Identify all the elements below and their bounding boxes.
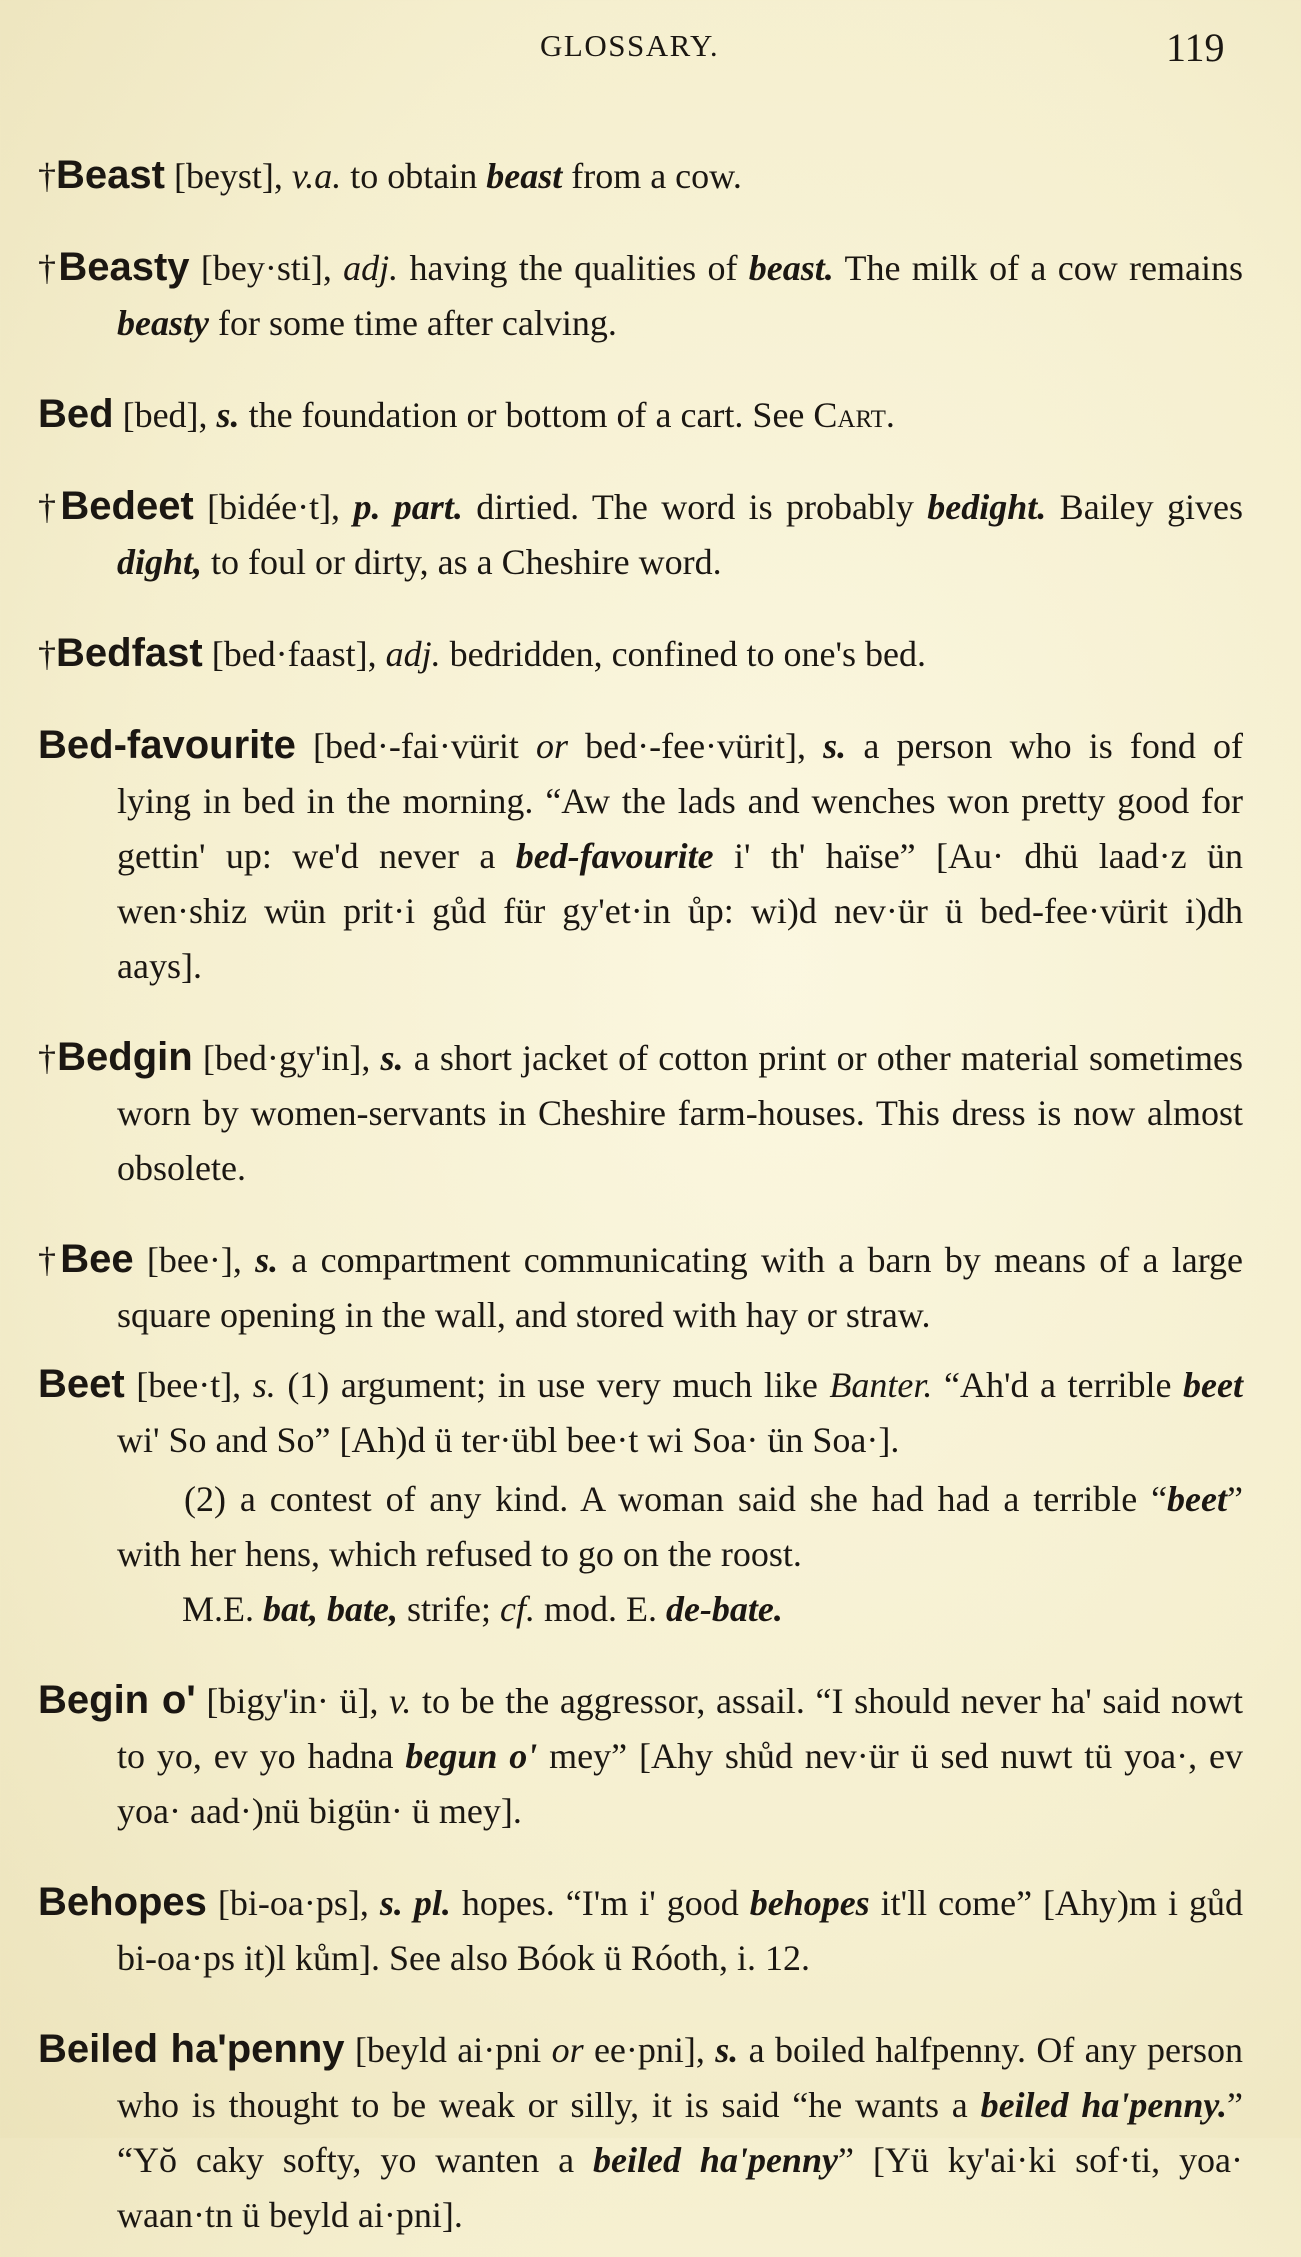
entry-bedgin: †Bedgin [bed·gy'in], s. a short jacket of cotton print or other material sometimes worn by women-servants in Cheshire farm-houses. This dress is now almost obsolete. (38, 1035, 1243, 1188)
entry-behopes: Behopes [bi-oa·ps], s. pl. hopes. “I'm i' good behopes it'll come” [Ahy)m i gůd bi-oa·ps it)l kům]. See also Bóok ü Róoth, i. 12. (38, 1880, 1243, 1978)
headword: Bed-favourite (38, 723, 296, 767)
entry-beet-etymology: M.E. bat, bate, strife; cf. mod. E. de-bate. (182, 1589, 783, 1629)
entry-beiled-hapenny: Beiled ha'penny [beyld ai·pni or ee·pni], s. a boiled halfpenny. Of any person who is thought to be weak or silly, it is said “he wants a beiled ha'penny.” “Yŏ caky softy, yo wanten a beiled ha'penny” [Yü ky'ai·ki sof·ti, yoa· waan·tn ü beyld ai·pni]. (38, 2027, 1244, 2235)
headword: Beiled ha'penny (38, 2027, 345, 2071)
running-title: GLOSSARY. (540, 28, 720, 63)
entry-begin-o: Begin o' [bigy'in· ü], v. to be the aggressor, assail. “I should never ha' said nowt to yo, ev yo hadna begun o' mey” [Ahy shůd nev·ür ü sed nuwt tü yoa·, ev yoa· aad·)nü bigün· ü mey]. (38, 1678, 1243, 1831)
headword: Bedgin (57, 1035, 193, 1079)
headword: Bedfast (56, 631, 203, 675)
headword: Beasty (58, 245, 190, 289)
headword: Beast (56, 153, 165, 197)
entry-beasty: †Beasty [bey·sti], adj. having the qualities of beast. The milk of a cow remains beasty for some time after calving. (38, 245, 1243, 343)
entry-bedeet: †Bedeet [bidée·t], p. part. dirtied. The word is probably bedight. Bailey gives dight, to foul or dirty, as a Cheshire word. (38, 484, 1244, 582)
headword: Bee (60, 1237, 134, 1281)
entry-bee: †Bee [bee·], s. a compartment communicating with a barn by means of a large square opening in the wall, and stored with hay or straw. (38, 1237, 1244, 1335)
page-number: 119 (1166, 25, 1225, 70)
entry-beet-sense-2: (2) a contest of any kind. A woman said she had had a terrible “beet” with her hens, which refused to go on the roost. (117, 1479, 1243, 1574)
entry-beet: Beet [bee·t], s. (1) argument; in use very much like Banter. “Ah'd a terrible beet wi' So and So” [Ah)d ü ter·übl bee·t wi Soa· ün Soa·]. (38, 1362, 1243, 1460)
headword: Bed (38, 392, 114, 436)
entry-bed: Bed [bed], s. the foundation or bottom of a cart. See Cart. (38, 392, 895, 436)
entry-bedfast: †Bedfast [bed·faast], adj. bedridden, confined to one's bed. (38, 631, 926, 675)
entry-bed-favourite: Bed-favourite [bed·-fai·vürit or bed·-fee·vürit], s. a person who is fond of lying in bed in the morning. “Aw the lads and wenches won pretty good for gettin' up: we'd never a bed-favourite i' th' haïse” [Au· dhü laad·z ün wen·shiz wün prit·i gůd für gy'et·in ůp: wi)d nev·ür ü bed-fee·vürit i)dh aays]. (38, 723, 1244, 986)
headword: Behopes (38, 1880, 207, 1924)
headword: Bedeet (60, 484, 194, 528)
headword: Begin o' (38, 1678, 196, 1722)
entry-beast: †Beast [beyst], v.a. to obtain beast from a cow. (38, 153, 742, 197)
glossary-entries (38, 112, 1243, 2257)
headword: Beet (38, 1362, 125, 1406)
